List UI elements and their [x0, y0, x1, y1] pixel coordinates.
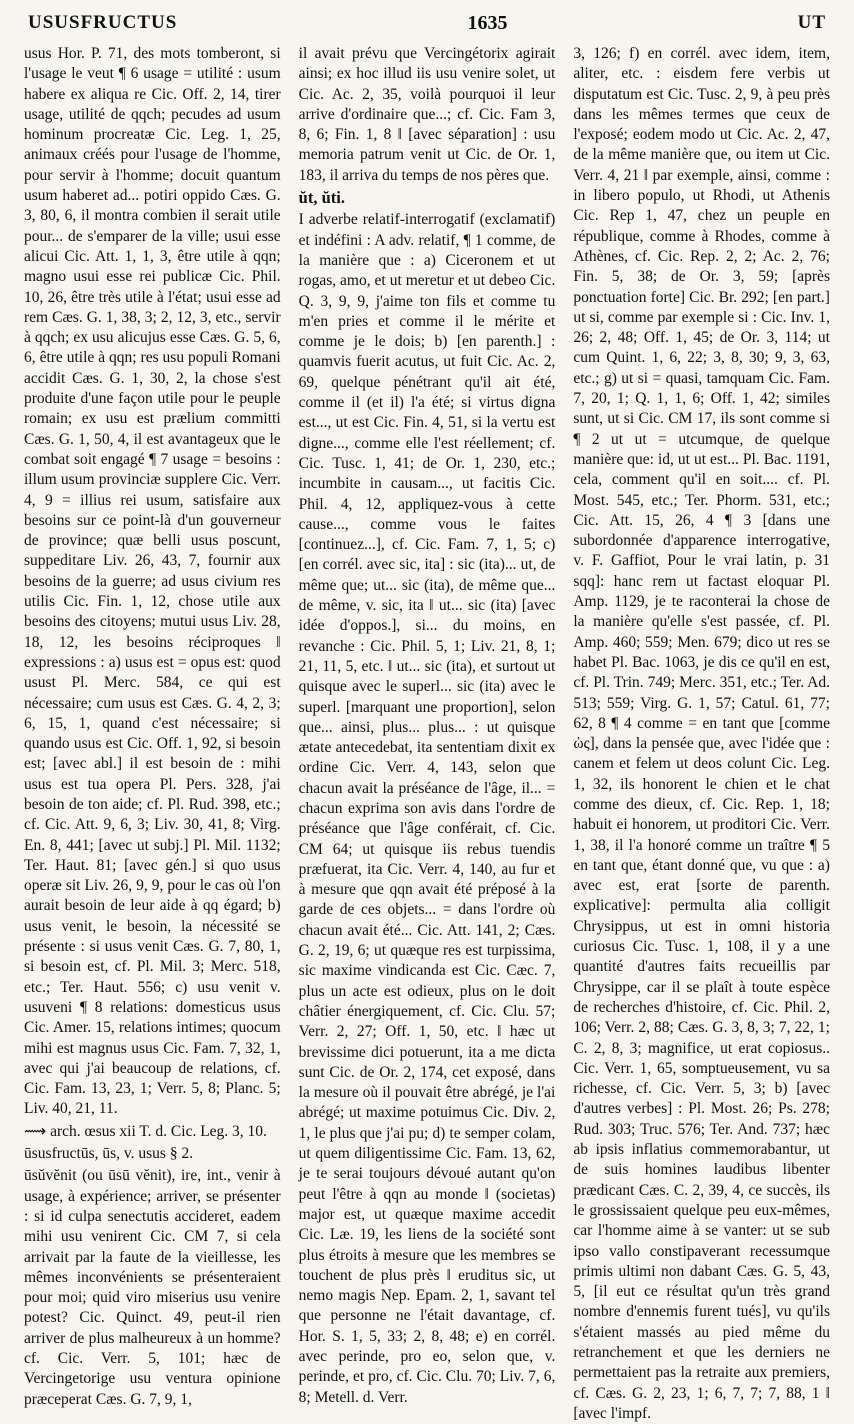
text-columns — [24, 44, 830, 1422]
entry-text: I adverbe relatif-interrogatif (exclamatif) et indéfini : A adv. relatif, ¶ 1 comme, de la manière que : a) Ciceronem et ut rogas, amo, et ut meretur et ut debeo Cic. Q. 3, 9, 9, j'aime ton fils et comme tu m'en pries et comme il le mérite et comme je le dois; b) [en parenth.] : quamvis fuerit acutus, ut fuit Cic. Ac. 2, 69, quelque pénétrant qu'il ait été, comme il (et il) l'a été; si virtus digna est..., ut est Cic. Fin. 4, 51, si la vertu est digne..., comme elle l'est réellement; cf. Cic. Tusc. 1, 41; de Or. 1, 230, etc.; incumbite in causam..., ut facitis Cic. Phil. 4, 12, appliquez-vous à cette cause..., comme vous le faites [continuez...], cf. Cic. Fam. 7, 1, 5; c) [en corrél. avec sic, ita] : sic (ita)... ut, de même que; ut... sic (ita), de même que... de même, v. sic, ita ‖ ut... sic (ita) [avec idée d'oppos.], si... du moins, en revanche : Cic. Phil. 5, 1; Liv. 21, 8, 1; 21, 11, 5, etc. ‖ ut... sic (ita), et surtout ut quisque avec le superl... sic (ita) avec le superl. [marquant une proportion], selon que... ainsi, plus... plus... : ut quisque ætate antecedebat, ita sententiam dixit ex ordine Cic. Verr. 4, 143, selon que chacun avait la préséance de l'âge, il... = chacun exprima son avis dans l'ordre de préséance que l'âge conférait, cf. Cic. CM 64; ut quisque iis rebus tuendis præfuerat, ita Cic. Verr. 4, 140, au fur et à mesure que qqn avait été préposé à la garde de ces objets... = dans l'ordre où chacun avait été... Cic. Att. 141, 2; Cæs. G. 2, 19, 6; ut quæque res est turpissima, sic maxime vindicanda est Cic. Cæc. 7, plus un acte est odieux, plus on le doit châtier énergiquement, cf. Cic. Clu. 57; Verr. 2, 27; Off. 1, 50, etc. ‖ hæc ut brevissime dici potuerunt, ita a me dicta sunt Cic. de Or. 2, 174, cet exposé, dans la mesure où il pouvait être abrégé, je l'ai abrégé; ut maxime potuimus Cic. Div. 2, 1, le plus que j'ai pu; d) te semper colam, ut quem diligentissime Cic. Fam. 13, 62, je te serai toujours dévoué autant qu'on peut l'être à qqn au monde ‖ (societas) major est, ut quæque maxime accedit Cic. Læ. 19, les liens de la société sont plus étroits à mesure que les membres se touchent de plus près ‖ eruditus sic, ut nemo magis Nep. Epam. 2, 1, savant tel que personne ne l'était davantage, cf. Hor. S. 1, 5, 33; 2, 8, 48; e) en corrél. avec perinde, pro eo, selon que, v. perinde, et pro, cf. Cic. Clu. 70; Liv. 7, 6, 8; Metell. d. Verr. — [298, 211, 556, 1406]
entry-text: 3, 126; f) en corrél. avec idem, item, aliter, etc. : eisdem fere verbis ut disputatum est Cic. Tusc. 2, 9, à peu près dans les mêmes termes que ceux de l'exposé; eodem modo ut Cic. Ac. 2, 47, de la même manière que, ou item ut Cic. Verr. 4, 21 ‖ par exemple, ainsi, comme : in libero populo, ut Rhodi, ut Athenis Cic. Rep 1, 47, chez un peuple en république, comme à Rhodes, comme à Athènes, cf. Cic. Rep. 2, 2; Ac. 2, 76; Fin. 5, 38; de Or. 3, 59; [après ponctuation forte] Cic. Br. 292; [en part.] ut si, comme par exemple si : Cic. Inv. 1, 26; 2, 48; Off. 1, 45; de Or. 3, 114; ut cum Quint. 1, 6, 22; 3, 8, 30; 9, 3, 63, etc.; g) ut si = quasi, tamquam Cic. Fam. 7, 20, 1; Q. 1, 1, 6; Off. 1, 42; similes sunt, ut si Cic. CM 17, ils sont comme si ¶ 2 ut ut = utcumque, de quelque manière que: id, ut ut est... Pl. Bac. 1191, cela, comment qu'il en soit.... cf. Pl. Most. 545, etc.; Ter. Phorm. 531, etc.; Cic. Att. 15, 26, 4 ¶ 3 [dans une subordonnée d'apparence interrogative, v. F. Gaffiot, Pour le vrai latin, p. 31 sqq]: hanc rem ut factast eloquar Pl. Amp. 1129, je te raconterai la chose de la manière qu'elle s'est passée, cf. Pl. Amp. 460; 559; Men. 679; dico ut res se habet Pl. Bac. 1063, je dis ce qu'il en est, cf. Pl. Trin. 749; Merc. 351, etc.; Ter. Ad. 513; 559; Virg. G. 1, 57; Catul. 61, 77; 62, 8 ¶ 4 comme = en tant que [comme ὡς], dans la pensée que, avec l'idée que : canem et felem ut deos colunt Cic. Leg. 1, 32, ils honorent le chien et le chat comme des dieux, cf. Cic. Rep. 1, 18; habuit ei honorem, ut proditori Cic. Verr. 1, 38, il l'a honoré comme un traître ¶ 5 en tant que, étant donné que, vu que : a) avec est, erat [sorte de parenth. explicative]: permulta alia colligit Chrysippus, ut est in omni historia curiosus Cic. Tusc. 1, 108, il y a une quantité d'autres faits recueillis par Chrysippe, car il se plaît à toute espèce de recherches d'histoire, cf. Cic. Phil. 2, 106; Verr. 2, 88; Cæs. G. 3, 8, 3; 7, 22, 1; C. 2, 8, 3; magnifice, ut erat copiosus.. Cic. Verr. 1, 65, somptueusement, vu sa richesse, cf. Cic. Verr. 5, 3; b) [avec d'autres verbes] : Pl. Most. 26; Ps. 278; Rud. 303; Truc. 576; Ter. And. 737; hæc ab ipsis inflatius commemorabantur, ut de suis homines laudibus libenter prædicant Cæs. C. 2, 39, 4, ce succès, ils le grossissaient quelque peu eux-mêmes, car l'homme aime à se vanter: ut se sub ipso vallo constipaverant recessumque primis ultimi non dabant Cæs. G. 5, 43, 5, [il eut ce résultat qu'un très grand nombre d'ennemis furent tués], vu qu'ils s'étaient massés au pied même du retranchement et que les derniers ne permettaient pas la retraite aux premiers, cf. Cæs. G. 2, 23, 1; 6, 7, 7; 7, 88, 1 ‖ [avec l'impf. — [573, 45, 830, 1422]
column-right — [573, 44, 830, 1422]
column-left — [24, 44, 281, 1408]
header-left-headword: USUSFRUCTUS — [28, 12, 178, 33]
column-middle — [298, 44, 556, 1406]
entry-text: ūsusfructūs, ūs, v. usus § 2. — [24, 1145, 194, 1163]
entry-text: usus Hor. P. 71, des mots tomberont, si l'usage le veut ¶ 6 usage = utilité : usum habere ex aliqua re Cic. Off. 2, 14, tirer usage, utilité de qqch; pecudes ad usum hominum procreatæ Cic. Leg. 1, 25, animaux créés pour l'usage de l'homme, pour servir à l'homme; docuit quantum usum haberet ad... potiri oppido Cæs. G. 3, 80, 6, il montra combien il serait utile pour... de s'emparer de la ville; usui esse alicui Cic. Att. 1, 1, 3, être utile à qqn; magno usui esse rei publicæ Cic. Phil. 10, 26, être très utile à l'état; usui esse ad rem Cæs. G. 1, 38, 3; 2, 12, 3, etc., servir à qqch; ex usu alicujus esse Cæs. G. 5, 6, 6, être utile à qqn; res usu populi Romani accidit Cæs. G. 1, 30, 2, la chose s'est produite d'une façon utile pour le peuple romain; ex usu est prælium committi Cæs. G. 1, 50, 4, il est avantageux que le combat soit engagé ¶ 7 usage = besoins : illum usum provinciæ supplere Cic. Verr. 4, 9 = illius rei usum, satisfaire aux besoins sur ce point-là d'un gouverneur de province; quæ belli usus poscunt, suppeditare Liv. 26, 43, 7, fournir aux besoins de la guerre; ad usus civium res utilis Cic. Fin. 1, 12, chose utile aux besoins des citoyens; mutui usus Liv. 28, 18, 12, les besoins réciproques ‖ expressions : a) usus est = opus est: quod usust Pl. Merc. 584, ce qui est nécessaire; cum usus est Cæs. G. 4, 2, 3; 6, 15, 1, quand c'est nécessaire; si quando usus est Cic. Off. 1, 92, si besoin est; [avec abl.] il est besoin de : mihi usus est tua opera Pl. Pers. 328, j'ai besoin de ton aide; cf. Pl. Rud. 398, etc.; cf. Cic. Att. 9, 6, 3; Liv. 30, 41, 8; Virg. En. 8, 441; [avec ut subj.] Pl. Mil. 1132; Ter. Haut. 81; [avec gén.] si quo usus operæ sit Liv. 26, 9, 9, pour le cas où l'on aurait besoin de leur aide à qq égard; b) usus venit, le besoin, la nécessité se présente : si usus venit Cæs. G. 7, 80, 1, si besoin est, cf. Pl. Mil. 3; Merc. 518, etc.; Ter. Haut. 556; c) usu venit v. usuveni ¶ 8 relations: domesticus usus Cic. Amer. 15, relations intimes; quocum mihi est magnus usus Cic. Fam. 7, 32, 1, avec qui j'ai beaucoup de relations, cf. Cic. Fam. 13, 23, 1; Verr. 5, 8; Planc. 5; Liv. 40, 21, 11. — [24, 45, 281, 1118]
page-header — [28, 8, 826, 38]
entry-text: ūsŭvĕnit (ou ūsū vĕnit), ire, int., venir à usage, à expérience; arriver, se présenter : si id culpa senectutis accideret, eadem mihi usu venirent Cic. CM 7, si cela arrivait par la faute de la vieillesse, les mêmes inconvénients se présenteraient pour moi; quid viro miserius usu venire potest? Cic. Quinct. 49, peut-il rien arriver de plus malheureux à un homme? cf. Cic. Verr. 5, 101; hæc de Vercingetorige usu ventura opinione præceperat Cæs. G. 7, 9, 1, — [24, 1167, 281, 1408]
header-right-headword: UT — [797, 12, 826, 33]
page-number: 1635 — [467, 11, 508, 34]
entry-text: ⟿ arch. œsus xii T. d. Cic. Leg. 3, 10. — [24, 1122, 267, 1140]
entry-headword: ŭt, ŭti. — [298, 188, 345, 208]
entry-text: il avait prévu que Vercingétorix agirait ainsi; ex hoc illud iis usu venire solet, ut Cic. Ac. 2, 35, voilà pourquoi il leur arrive d'ordinaire que...; cf. Cic. Fam 3, 8, 6; Fin. 1, 8 ‖ [avec séparation] : usu memoria patrum venit ut Cic. de Or. 1, 183, il arriva du temps de nos pères que. — [298, 45, 556, 184]
